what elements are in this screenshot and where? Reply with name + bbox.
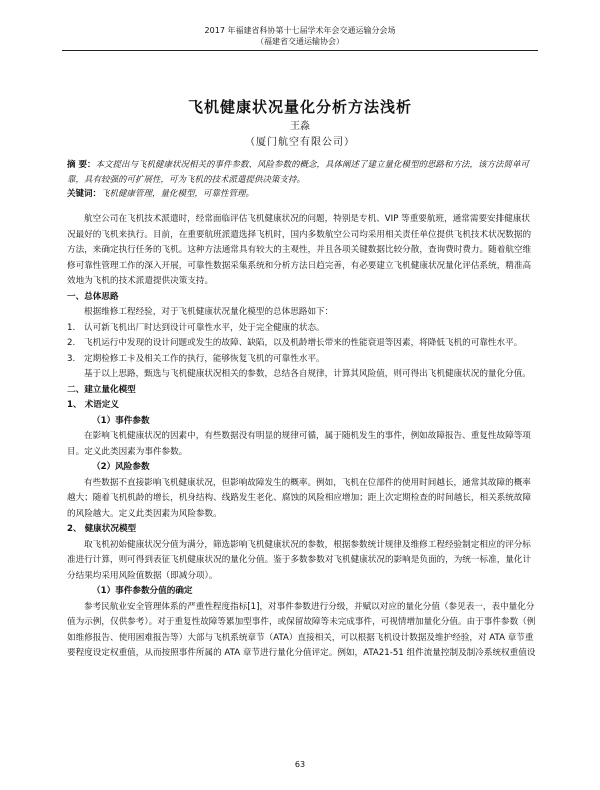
list-item [67, 321, 537, 337]
author-name: 王淼 [290, 121, 310, 132]
keywords-text: 飞机健康管理，量化模型，可靠性管理。 [101, 189, 255, 199]
paper-title: 飞机健康状况量化分析方法浅析 [187, 98, 412, 116]
keywords [67, 187, 537, 202]
page-number: 63 [294, 760, 306, 769]
abstract-label: 摘 要： [67, 160, 96, 170]
event-score-text: 参考民航业安全管理体系的严重性程度指标[1]，对事件参数进行分级，并赋以对应的量化分值（参见表一，表中量化分值为示例，仅供参考）。对于重复性故障等累加型事件，或保留故障等未完成事件，可视情增加量化分值。由于事件参数（例如维修报告、使用困难报告等）大部与飞机系统章节（ATA）直接相关，可以根据飞机设计数据及维护经验，对 ATA 章节重要程度设定权重值，从而按照事件所属的 ATA 章节进行量化分值评定。例如，ATA21-51 组件流量控制及制冷系统权重值设 [67, 601, 536, 658]
event-score-heading: （1）事件参数分值的确定 [92, 586, 193, 596]
list-item-number: 1. [67, 322, 76, 333]
list-item-text: 定期检修工卡及相关工作的执行，能够恢复飞机的可靠性水平。 [84, 353, 325, 364]
list-item-text: 飞机运行中发现的设计问题或发生的故障、缺陷，以及机龄增长带来的性能衰退等因素，将降低飞机的可靠性水平。 [84, 338, 523, 348]
section1-heading: 一、总体思路 [67, 291, 119, 302]
author-affiliation: （厦门航空有限公司） [245, 137, 355, 148]
section2-heading: 二、建立量化模型 [67, 384, 136, 395]
header-divider [62, 50, 538, 51]
list-item-text: 认可新飞机出厂时达到设计可靠性水平，处于完全健康的状态。 [84, 322, 325, 333]
abstract-text: 本文提出与飞机健康状况相关的事件参数、风险参数的概念，具体阐述了建立量化模型的思路和方法，该方法简单可靠，具有较强的可扩展性，可为飞机的技术派遣提供决策支持。 [67, 160, 529, 185]
section1-summary: 基于以上思路，甄选与飞机健康状况相关的参数，总结各自规律，计算其风险值，则可得出飞机健康状况的量化分值。 [84, 369, 531, 379]
list-item [67, 336, 537, 352]
abstract [67, 158, 537, 188]
running-header-line2: （福建省交通运输协会） [256, 37, 344, 46]
subsection-model-heading: 2、 健康状况模型 [67, 524, 137, 534]
event-parameter-heading: （1）事件参数 [92, 415, 150, 426]
list-item-number: 3. [67, 353, 76, 364]
body-text [67, 212, 537, 662]
subsection-terms-heading: 1、 术语定义 [67, 400, 119, 410]
event-parameter-text: 在影响飞机健康状况的因素中，有些数据没有明显的规律可循，属于随机发生的事件，例如故障报告、重复性故障等项目。定义此类因素为事件参数。 [67, 431, 531, 457]
risk-parameter-text: 有些数据不直接影响飞机健康状况，但影响故障发生的概率。例如，飞机在位部件的使用时间越长，通常其故障的概率越大；随着飞机机龄的增长，机身结构、线路发生老化、腐蚀的风险相应增加；距上次定期检查的时间越长，相关系统故障的风险越大。定义此类因素为风险参数。 [67, 477, 532, 519]
model-text: 取飞机初始健康状况分值为满分，筛选影响飞机健康状况的参数，根据参数统计规律及维修工程经验制定相应的评分标准进行计算，则可得到表征飞机健康状况的量化分值。鉴于多数参数对飞机健康状况的影响是负面的，为统一标准，量化计分结果均采用风险值数据（即减分项）。 [67, 539, 532, 581]
running-header-line1: 2017 年福建省科协第十七届学术年会交通运输分会场 [204, 26, 396, 35]
keywords-label: 关键词： [67, 189, 102, 199]
list-item [67, 352, 537, 368]
section1-lead: 根据维修工程经验，对于飞机健康状况量化模型的总体思路如下： [84, 307, 334, 317]
list-item-number: 2. [67, 338, 76, 348]
intro-paragraph: 航空公司在飞机技术派遣时，经常面临评估飞机健康状况的问题，特别是专机、VIP 等重要航班，通常需要安排健康状况最好的飞机来执行。目前，在重要航班派遣选择飞机时，国内多数航空公司均采用相关责任单位提供飞机技术状况数据的方法，来确定执行任务的飞机。这种方法通常具有较大的主观性，并且各项关键数据比较分散，查询费时费力。随着航空维修可靠性管理工作的深入开展，可靠性数据采集系统和分析方法日趋完善，有必要建立飞机健康状况量化评估系统，精准高效地为飞机的技术派遣提供决策支持。 [67, 214, 532, 286]
risk-parameter-heading: （2）风险参数 [92, 462, 150, 472]
